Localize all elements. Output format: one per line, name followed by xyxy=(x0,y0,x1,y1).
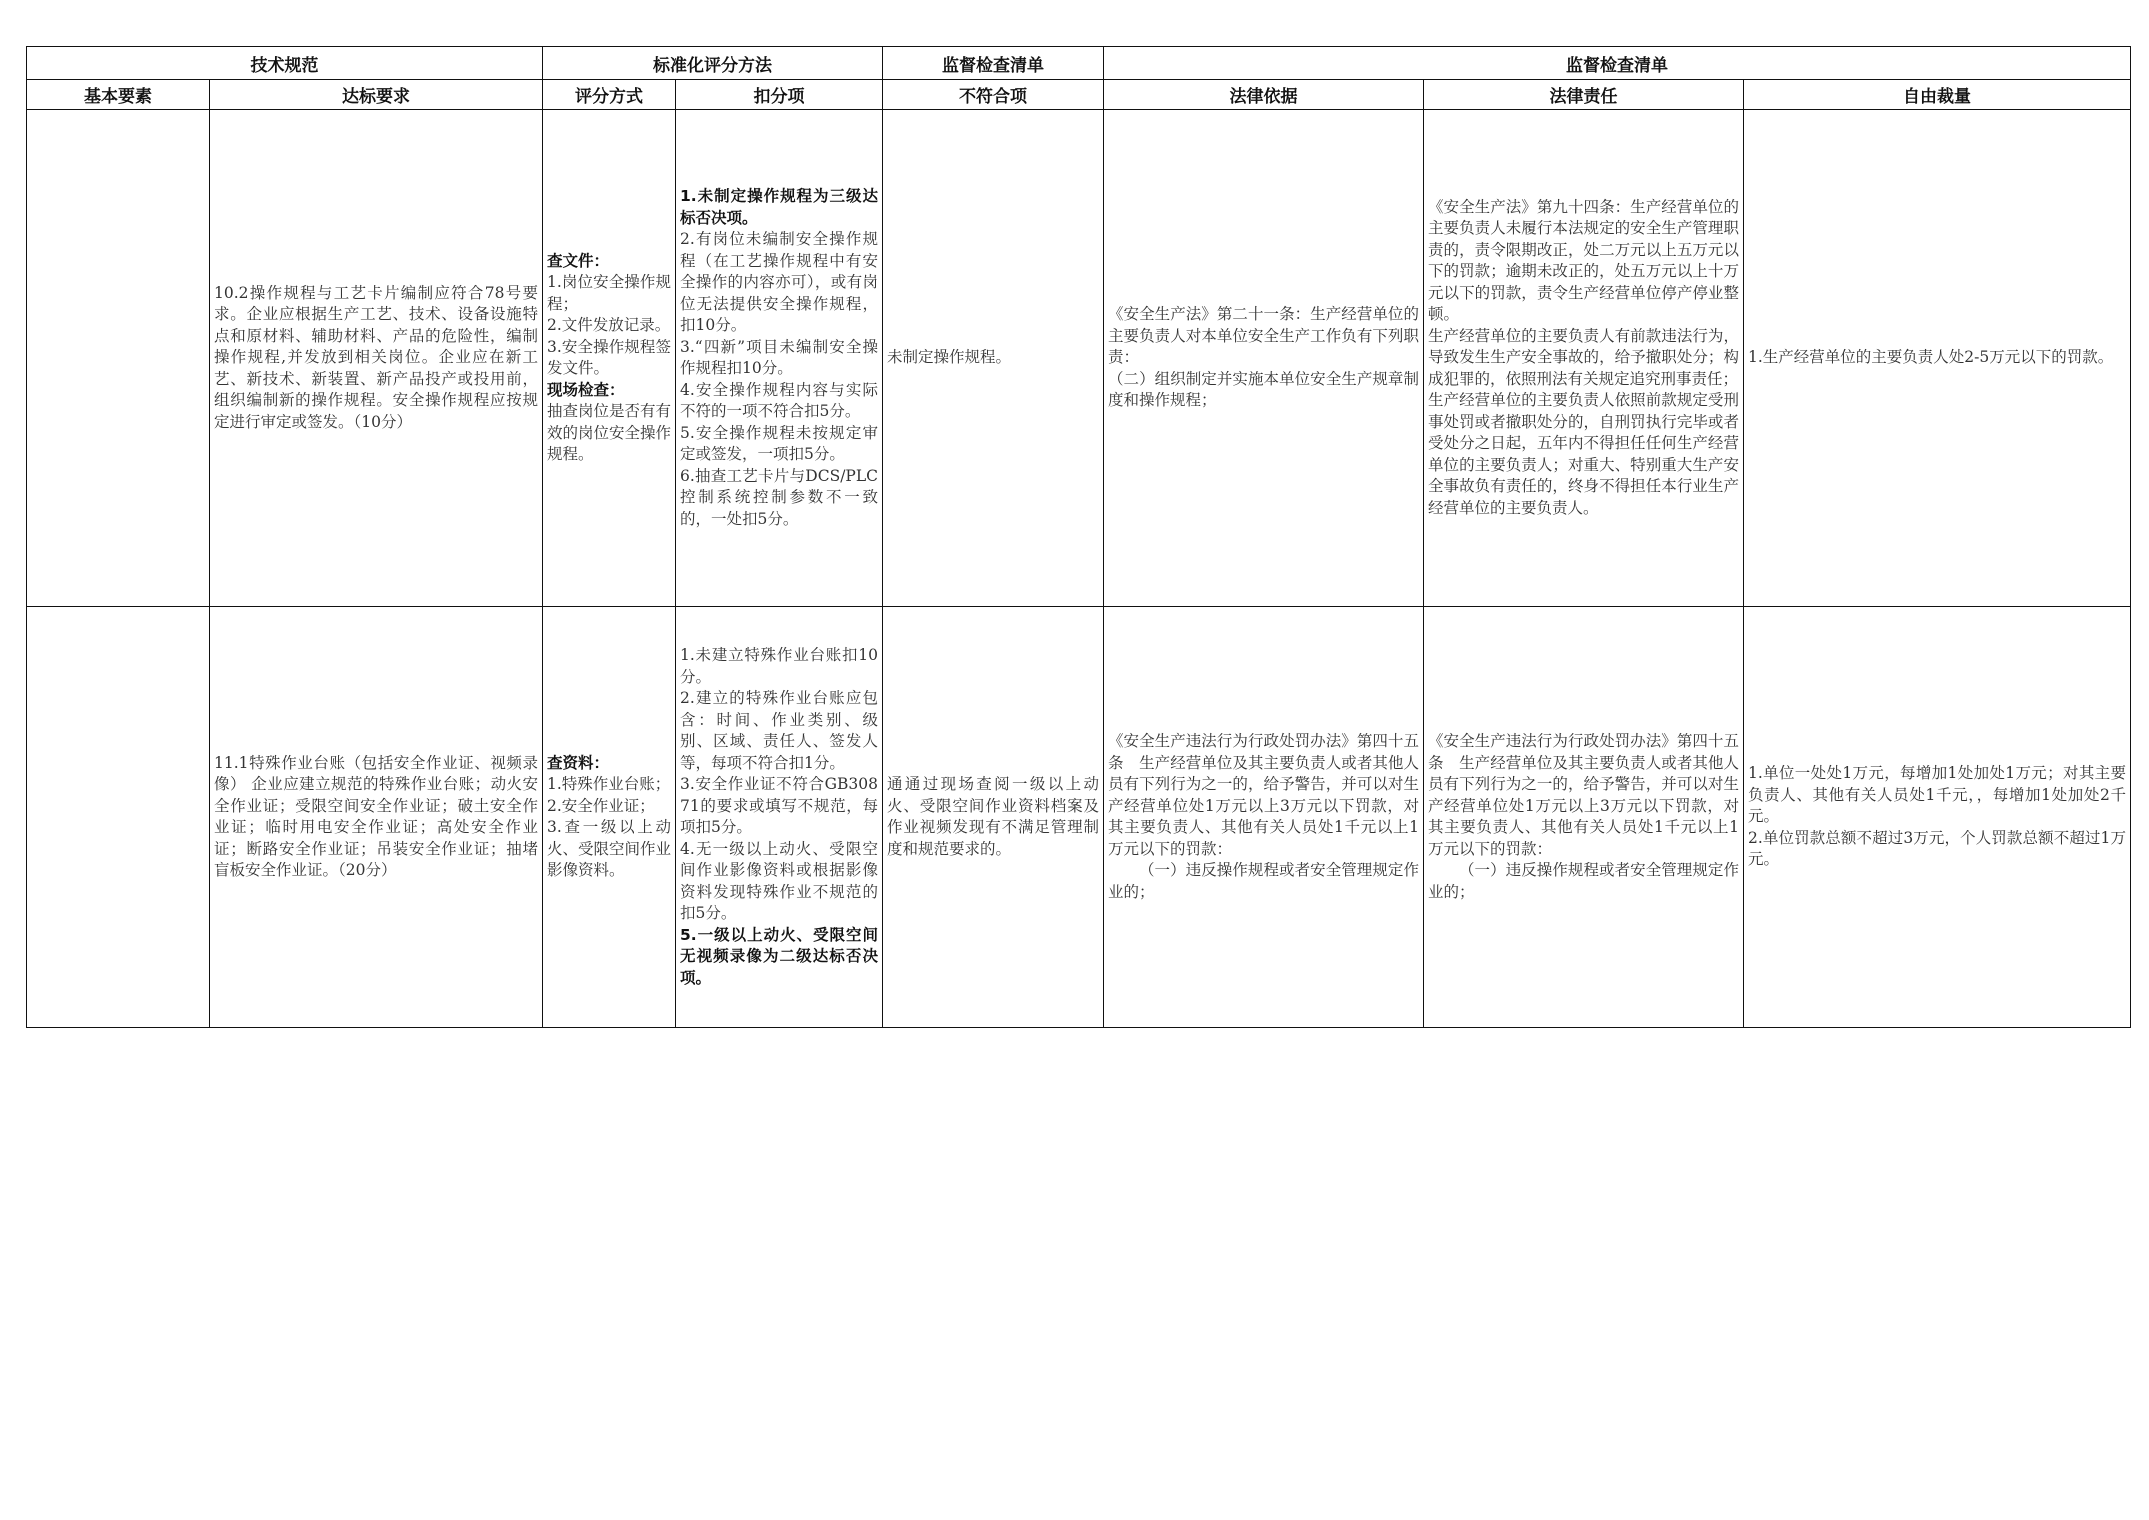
method-item: 3.查一级以上动火、受限空间作业影像资料。 xyxy=(547,818,672,879)
nonconformity-cell: 未制定操作规程。 xyxy=(883,110,1104,607)
deduction-item: 2.有岗位未编制安全操作规程（在工艺操作规程中有安全操作的内容亦可），或有岗位无法提供安全操作规程，扣10分。 xyxy=(680,230,878,334)
deduction-item: 6.抽查工艺卡片与DCS/PLC控制系统控制参数不一致的，一处扣5分。 xyxy=(680,466,878,528)
deduction-item: 1.未制定操作规程为三级达标否决项。 xyxy=(680,187,878,227)
legal-liability-text: 《安全生产法》第九十四条：生产经营单位的主要负责人未履行本法规定的安全生产管理职责的，责令限期改正，处二万元以上五万元以下的罚款；逾期未改正的，处五万元以上十万元以下的罚款，责令生产经营单位停产停业整顿。 xyxy=(1428,197,1739,324)
requirement-cell: 11.1特殊作业台账（包括安全作业证、视频录像） 企业应建立规范的特殊作业台账；动火安全作业证；受限空间安全作业证；破土安全作业证；临时用电安全作业证；高处安全作业证；断路安全作业证；吊装安全作业证；抽堵盲板安全作业证。（20分） xyxy=(210,607,543,1028)
legal-liability-text: （一）违反操作规程或者安全管理规定作业的； xyxy=(1428,861,1739,901)
deduction-item: 1.未建立特殊作业台账扣10分。 xyxy=(680,646,878,686)
deduction-item: 2.建立的特殊作业台账应包含：时间、作业类别、级别、区域、责任人、签发人等，每项不符合扣1分。 xyxy=(680,689,878,772)
method-item: 抽查岗位是否有有效的岗位安全操作规程。 xyxy=(547,402,672,463)
legal-basis-text: 《安全生产法》第二十一条：生产经营单位的主要负责人对本单位安全生产工作负有下列职责： xyxy=(1108,305,1419,367)
discretion-cell xyxy=(1744,607,2131,1028)
table-row xyxy=(27,607,2131,1028)
legal-liability-cell xyxy=(1424,607,1744,1028)
discretion-text: 1.生产经营单位的主要负责人处2-5万元以下的罚款。 xyxy=(1748,348,2114,367)
column-header-row xyxy=(27,80,2131,110)
column-header-legal-basis: 法律依据 xyxy=(1104,80,1424,110)
discretion-text: 2.单位罚款总额不超过3万元，个人罚款总额不超过1万元。 xyxy=(1748,828,2126,869)
method-heading: 现场检查： xyxy=(547,380,625,399)
column-header-legal-liability: 法律责任 xyxy=(1424,80,1744,110)
method-cell xyxy=(543,607,676,1028)
inspection-table xyxy=(26,46,2131,1028)
column-header-requirement: 达标要求 xyxy=(210,80,543,110)
deduction-item: 3.安全作业证不符合GB30871的要求或填写不规范，每项扣5分。 xyxy=(680,775,878,836)
method-cell xyxy=(543,110,676,607)
deduction-item: 4.无一级以上动火、受限空间作业影像资料或根据影像资料发现特殊作业不规范的扣5分。 xyxy=(680,839,878,922)
table-row xyxy=(27,110,2131,607)
legal-basis-cell xyxy=(1104,110,1424,607)
legal-liability-text: 生产经营单位的主要负责人依照前款规定受刑事处罚或者撤职处分的，自刑罚执行完毕或者受处分之日起，五年内不得担任任何生产经营单位的主要负责人；对重大、特别重大生产安全事故负有责任的，终身不得担任本行业生产经营单位的主要负责人。 xyxy=(1428,391,1739,517)
method-item: 2.文件发放记录。 xyxy=(547,316,671,334)
method-item: 1.岗位安全操作规程； xyxy=(547,273,671,313)
element-cell xyxy=(27,607,210,1028)
legal-liability-text: 生产经营单位的主要负责人有前款违法行为，导致发生生产安全事故的，给予撤职处分；构成犯罪的，依照刑法有关规定追究刑事责任； xyxy=(1428,326,1739,388)
legal-basis-cell xyxy=(1104,607,1424,1028)
legal-basis-text: 《安全生产违法行为行政处罚办法》第四十五条 生产经营单位及其主要负责人或者其他人员有下列行为之一的，给予警告，并可以对生产经营单位处1万元以上3万元以下罚款，对其主要负责人、其他有关人员处1千元以上1万元以下的罚款： xyxy=(1108,732,1419,858)
method-item: 3.安全操作规程签发文件。 xyxy=(547,337,671,377)
method-heading: 查资料： xyxy=(547,753,610,772)
deductions-cell xyxy=(676,607,883,1028)
method-heading: 查文件： xyxy=(547,251,610,270)
column-header-deductions: 扣分项 xyxy=(676,80,883,110)
group-header-checklist-b: 监督检查清单 xyxy=(1104,47,2131,80)
deduction-item: 4.安全操作规程内容与实际不符的一项不符合扣5分。 xyxy=(680,380,878,420)
legal-liability-text: 《安全生产违法行为行政处罚办法》第四十五条 生产经营单位及其主要负责人或者其他人员有下列行为之一的，给予警告，并可以对生产经营单位处1万元以上3万元以下罚款，对其主要负责人、其他有关人员处1千元以上1万元以下的罚款： xyxy=(1428,732,1739,858)
deduction-item: 5.一级以上动火、受限空间无视频录像为二级达标否决项。 xyxy=(680,925,878,987)
deduction-item: 5.安全操作规程未按规定审定或签发，一项扣5分。 xyxy=(680,423,878,463)
group-header-technical-spec: 技术规范 xyxy=(27,47,543,80)
group-header-scoring-method: 标准化评分方法 xyxy=(543,47,883,80)
legal-basis-text: （二）组织制定并实施本单位安全生产规章制度和操作规程； xyxy=(1108,369,1419,410)
deductions-cell xyxy=(676,110,883,607)
legal-basis-text: （一）违反操作规程或者安全管理规定作业的； xyxy=(1108,861,1419,901)
column-header-element: 基本要素 xyxy=(27,80,210,110)
nonconformity-cell: 通通过现场查阅一级以上动火、受限空间作业资料档案及作业视频发现有不满足管理制度和规范要求的。 xyxy=(883,607,1104,1028)
group-header-row xyxy=(27,47,2131,80)
column-header-nonconformity: 不符合项 xyxy=(883,80,1104,110)
deduction-item: 3.“四新”项目未编制安全操作规程扣10分。 xyxy=(680,337,878,377)
discretion-text: 1.单位一处处1万元，每增加1处加处1万元；对其主要负责人、其他有关人员处1千元，，每增加1处加处2千元。 xyxy=(1748,764,2126,826)
method-item: 2.安全作业证； xyxy=(547,796,655,815)
requirement-cell: 10.2操作规程与工艺卡片编制应符合78号要求。企业应根据生产工艺、技术、设备设施特点和原材料、辅助材料、产品的危险性，编制操作规程,并发放到相关岗位。企业应在新工艺、新技术、新装置、新产品投产或投用前，组织编制新的操作规程。安全操作规程应按规定进行审定或签发。（10分） xyxy=(210,110,543,607)
group-header-checklist-a: 监督检查清单 xyxy=(883,47,1104,80)
discretion-cell xyxy=(1744,110,2131,607)
column-header-method: 评分方式 xyxy=(543,80,676,110)
method-item: 1.特殊作业台账； xyxy=(547,775,671,793)
legal-liability-cell xyxy=(1424,110,1744,607)
element-cell xyxy=(27,110,210,607)
column-header-discretion: 自由裁量 xyxy=(1744,80,2131,110)
